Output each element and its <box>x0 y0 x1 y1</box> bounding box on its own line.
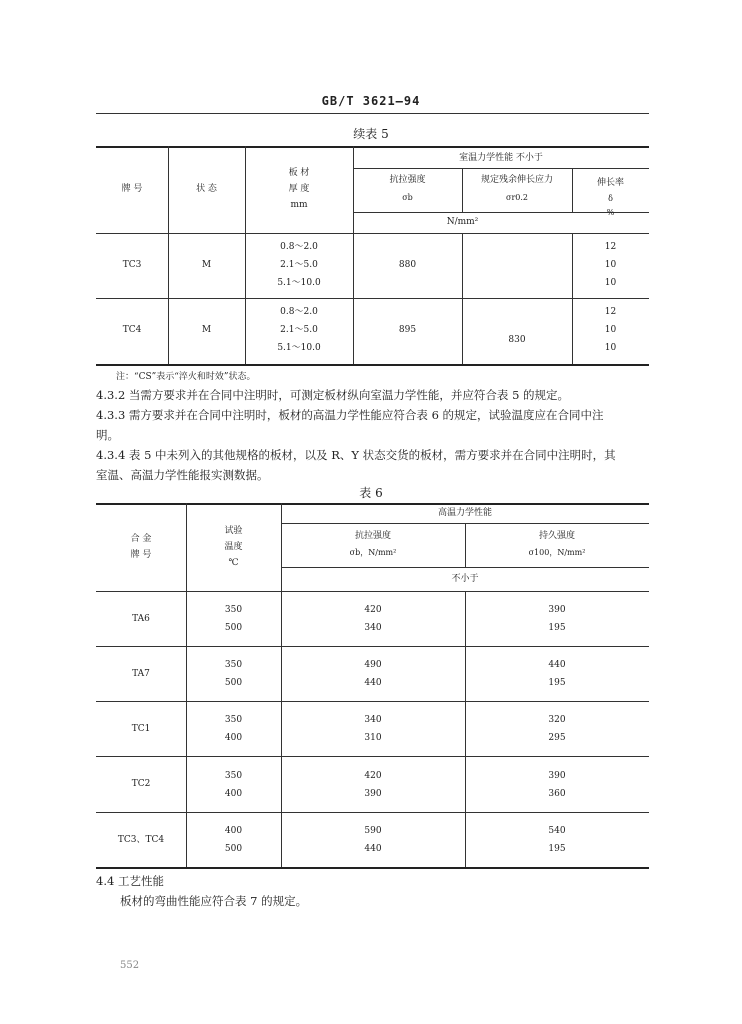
standard-code: GB/T 3621—94 <box>321 94 421 108</box>
table5-header-state: 状 态 <box>196 184 217 194</box>
table5-header-thickness-2: 厚 度 <box>288 184 310 194</box>
table5-group-rule <box>353 168 649 169</box>
table6-tensile: 590 <box>364 826 382 836</box>
table6-tensile: 440 <box>364 678 382 688</box>
header-rule <box>96 113 649 114</box>
table5-elongation: 10 <box>604 343 617 353</box>
table5-header-unit: N/mm² <box>446 217 479 227</box>
table5-elongation: 10 <box>604 325 617 335</box>
table6-temp: 500 <box>224 623 243 633</box>
table5-header-elongation-symbol: δ <box>608 194 613 203</box>
table6-creep: 360 <box>548 789 566 799</box>
table6-header-tensile-symbol: σb，N/mm² <box>349 548 397 557</box>
table6-grade: TC1 <box>131 724 151 734</box>
table6-tensile: 490 <box>364 660 382 670</box>
table6-row-divider <box>96 646 649 647</box>
table5-tensile: 880 <box>398 260 417 270</box>
table5-header-elongation: 伸长率 <box>596 178 624 188</box>
table6-header-min-note: 不小于 <box>451 574 479 584</box>
table6-temp: 400 <box>224 733 243 743</box>
table6-creep: 295 <box>548 733 566 743</box>
table5-elongation: 10 <box>604 278 617 288</box>
table6-tensile: 310 <box>364 733 382 743</box>
table6-creep: 195 <box>548 844 566 854</box>
table5-header-thickness-unit: mm <box>290 200 308 210</box>
table6-header-creep: 持久强度 <box>538 531 575 541</box>
table6-creep: 320 <box>548 715 566 725</box>
table6-header-alloy-2: 牌 号 <box>130 550 152 560</box>
table6-top-rule <box>96 503 649 505</box>
table5-header-elongation-unit: % <box>606 208 615 217</box>
table6-row-divider <box>96 756 649 757</box>
table6-header-bottom <box>96 591 649 592</box>
table6-tensile: 420 <box>364 605 382 615</box>
table5-elongation: 12 <box>604 307 617 317</box>
table5-tensile: 895 <box>398 325 417 335</box>
table5-thickness: 0.8～2.0 <box>280 242 318 252</box>
table5-header-yield: 规定残余伸长应力 <box>480 175 553 185</box>
table6-creep: 390 <box>548 605 566 615</box>
table6-creep: 540 <box>548 826 566 836</box>
table5-top-rule <box>96 146 649 148</box>
table6-header-creep-symbol: σ100，N/mm² <box>528 548 586 557</box>
table6-temp: 500 <box>224 678 243 688</box>
table5-grade: TC4 <box>122 325 142 335</box>
table6-creep: 195 <box>548 623 566 633</box>
table6-temp: 350 <box>224 605 243 615</box>
table5-yield: 830 <box>508 335 526 345</box>
table5-thickness: 5.1～10.0 <box>277 278 321 288</box>
table6-header-temp-unit: ℃ <box>228 558 239 568</box>
table5-caption: 续表 5 <box>353 127 389 141</box>
table6-grade: TC2 <box>131 779 151 789</box>
table6-header-group: 高温力学性能 <box>437 508 492 518</box>
table6-min-rule <box>281 567 649 568</box>
table5-row-divider <box>96 298 649 299</box>
table6-header-tensile: 抗拉强度 <box>354 531 391 541</box>
section-4-4-title: 4.4 工艺性能 <box>96 874 164 888</box>
table6-tensile: 420 <box>364 771 382 781</box>
table5-thickness: 5.1～10.0 <box>277 343 321 353</box>
table5-header-group: 室温力学性能 不小于 <box>459 153 543 163</box>
table5-elongation: 10 <box>604 260 617 270</box>
page-number: 552 <box>120 960 140 971</box>
table6-creep: 195 <box>548 678 566 688</box>
table6-temp: 350 <box>224 715 243 725</box>
table6-temp: 500 <box>224 844 243 854</box>
section-4-4-body: 板材的弯曲性能应符合表 7 的规定。 <box>120 894 308 908</box>
table6-grade: TA6 <box>132 614 150 624</box>
table6-grade: TC3、TC4 <box>117 835 165 845</box>
clause-4-3-3-cont: 明。 <box>96 428 119 442</box>
table5-bottom-rule <box>96 364 649 366</box>
clause-4-3-4-cont: 室温、高温力学性能报实测数据。 <box>96 468 269 482</box>
clause-4-3-2: 4.3.2 当需方要求并在合同中注明时，可测定板材纵向室温力学性能，并应符合表 5 的规定。 <box>96 388 570 402</box>
clause-4-3-4: 4.3.4 表 5 中未列入的其他规格的板材，以及 R、Y 状态交货的板材，需方要求并在合同中注明时，其 <box>96 448 616 462</box>
table6-grade: TA7 <box>132 669 150 679</box>
table6-temp: 400 <box>224 789 243 799</box>
table6-tensile: 390 <box>364 789 382 799</box>
clause-4-3-3: 4.3.3 需方要求并在合同中注明时，板材的高温力学性能应符合表 6 的规定，试验温度应在合同中注 <box>96 408 604 422</box>
table6-temp: 350 <box>224 660 243 670</box>
table6-header-alloy-1: 合 金 <box>130 534 152 544</box>
table5-state: M <box>201 260 212 270</box>
table5-thickness: 2.1～5.0 <box>280 260 318 270</box>
table5-header-tensile-symbol: σb <box>402 193 413 202</box>
table5-grade: TC3 <box>122 260 142 270</box>
table6-tensile: 340 <box>364 623 382 633</box>
table5-header-yield-symbol: σr0.2 <box>505 193 528 202</box>
table6-tensile: 340 <box>364 715 382 725</box>
table6-temp: 350 <box>224 771 243 781</box>
table6-row-divider <box>96 701 649 702</box>
table5-thickness: 2.1～5.0 <box>280 325 318 335</box>
table6-row-divider <box>96 812 649 813</box>
table6-header-temp-2: 温度 <box>224 542 243 552</box>
table6-creep: 390 <box>548 771 566 781</box>
table6-caption: 表 6 <box>359 486 383 500</box>
table6-temp: 400 <box>224 826 243 836</box>
table5-note: 注：“CS”表示“淬火和时效”状态。 <box>116 372 256 382</box>
table6-tensile: 440 <box>364 844 382 854</box>
table5-header-bottom <box>96 233 649 234</box>
table5-thickness: 0.8～2.0 <box>280 307 318 317</box>
table5-header-thickness-1: 板 材 <box>288 168 310 178</box>
table6-bottom-rule <box>96 867 649 869</box>
table5-header-grade: 牌 号 <box>121 184 143 194</box>
table5-state: M <box>201 325 212 335</box>
table5-elongation: 12 <box>604 242 617 252</box>
table6-header-temp-1: 试验 <box>224 526 243 536</box>
table6-creep: 440 <box>548 660 566 670</box>
table5-header-tensile: 抗拉强度 <box>389 175 426 185</box>
